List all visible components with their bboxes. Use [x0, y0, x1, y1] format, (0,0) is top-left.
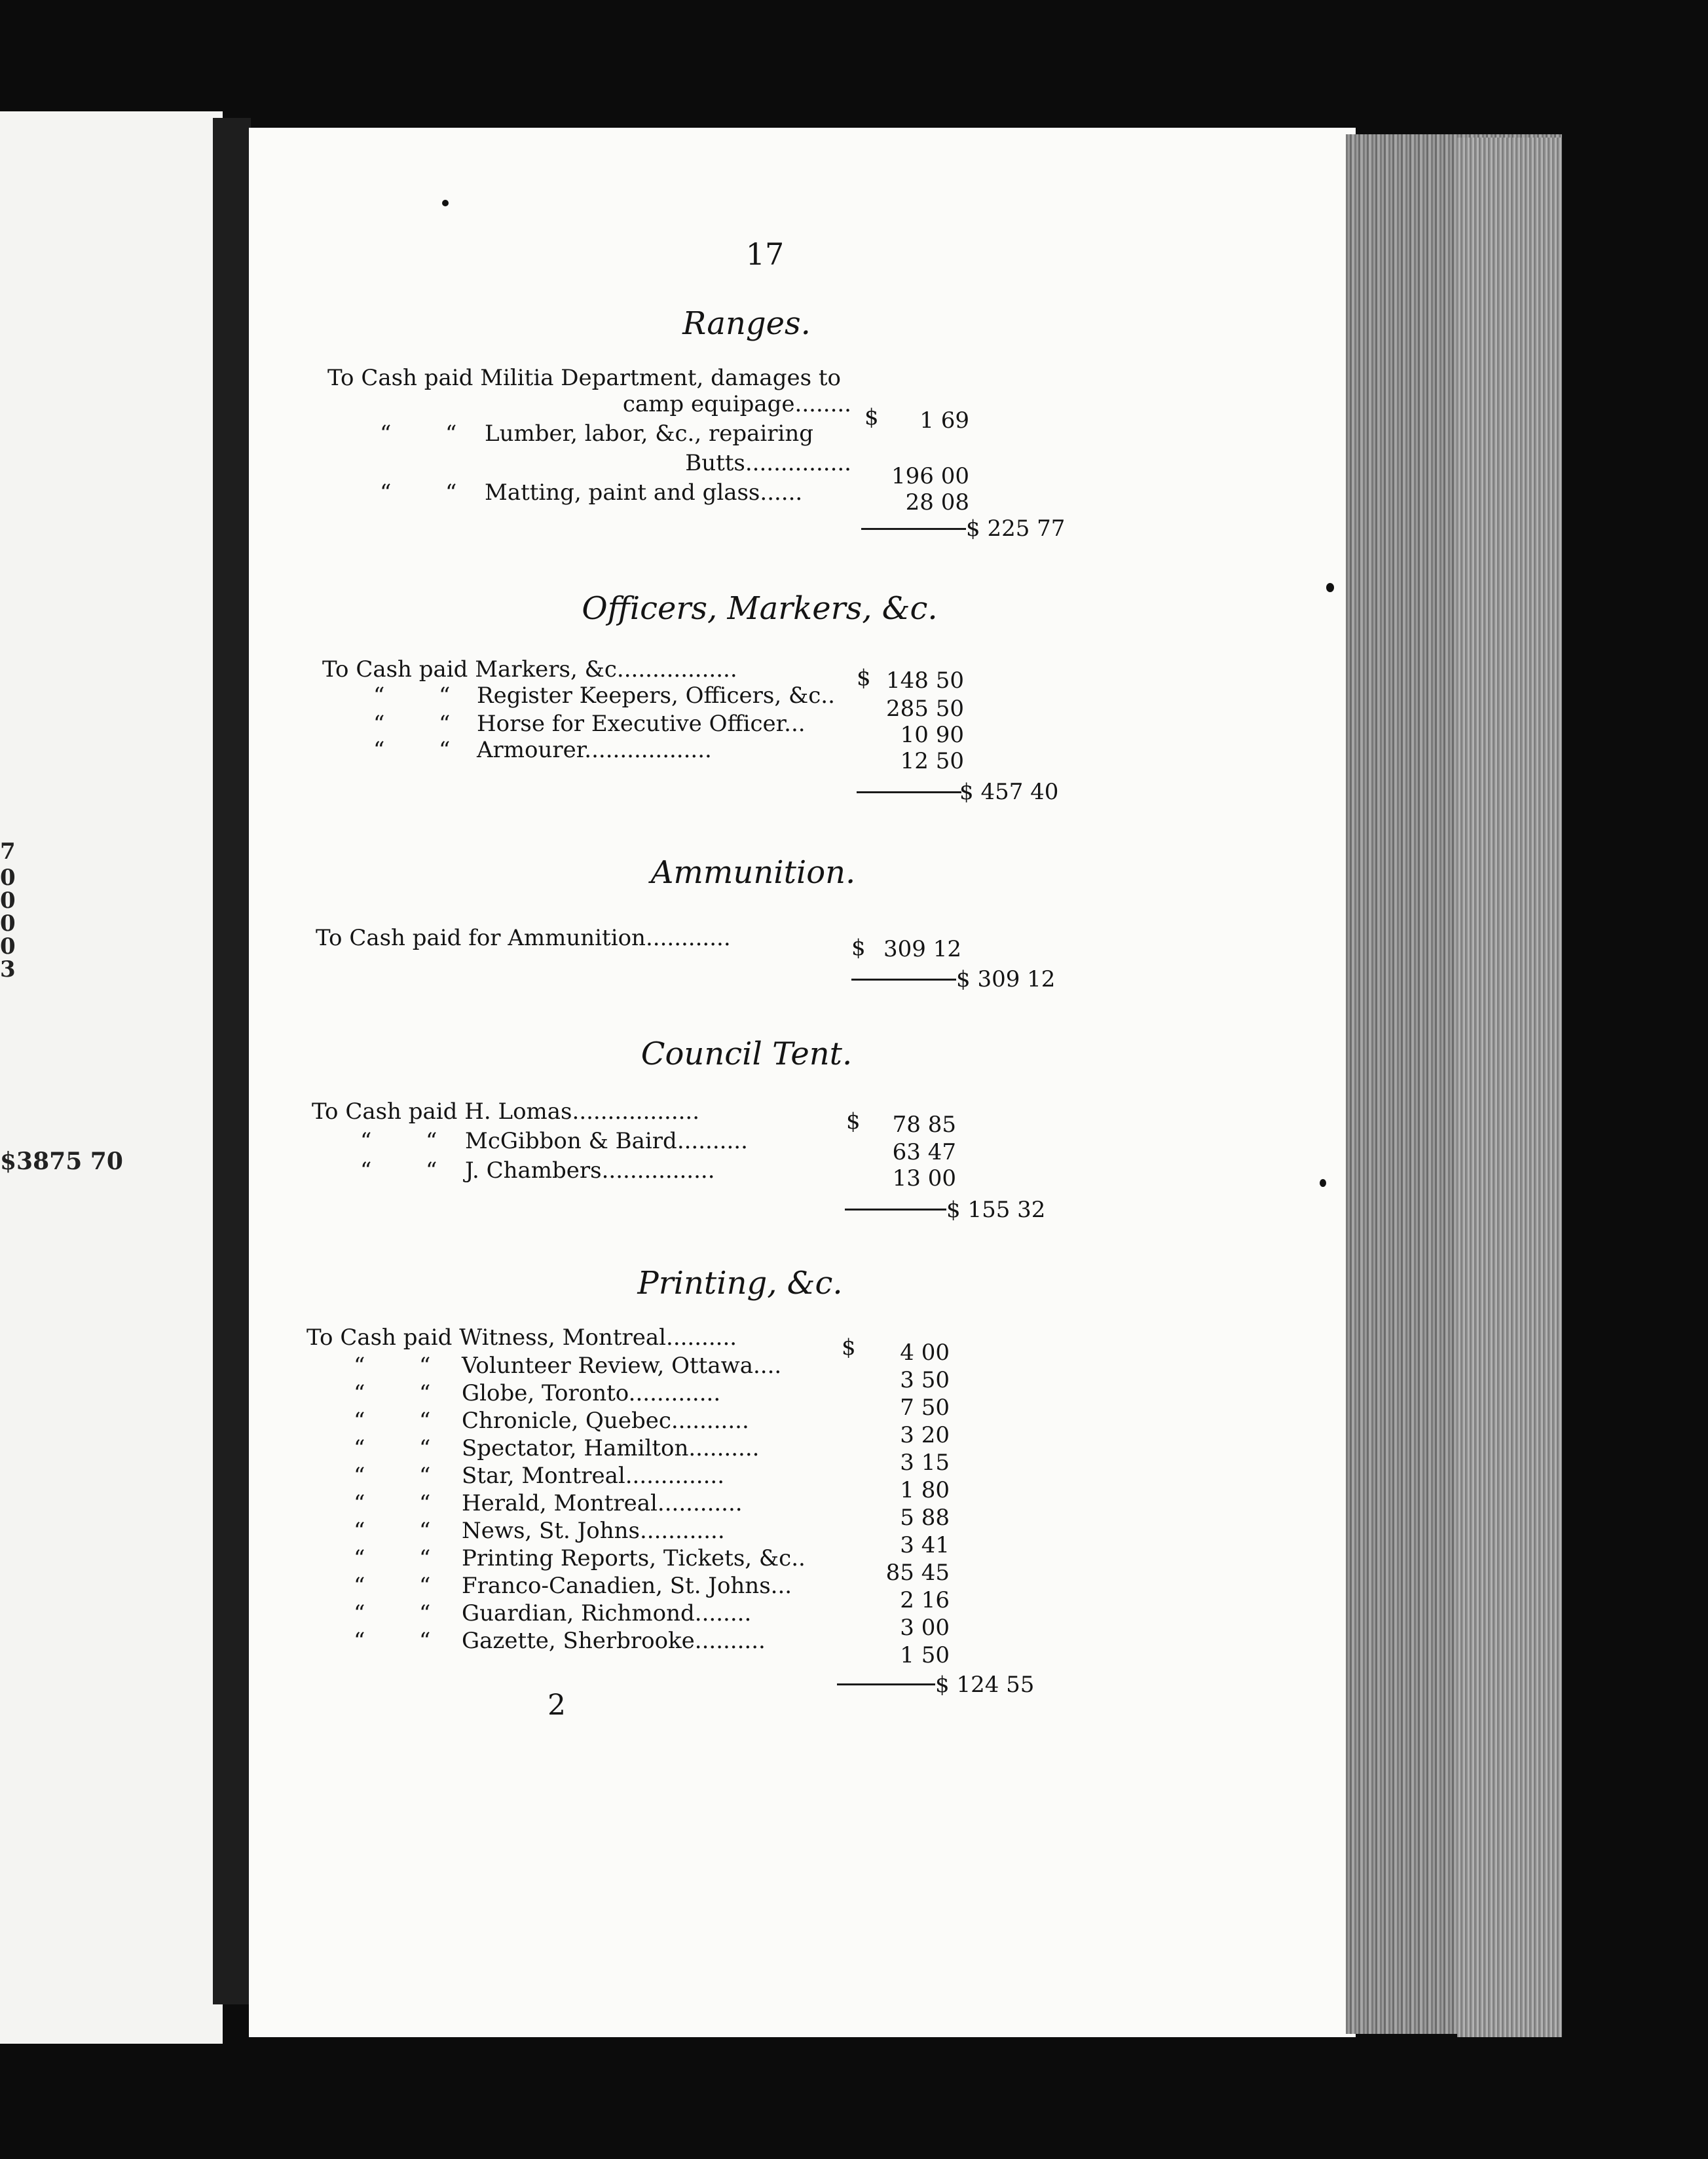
section-total: $ 225 77: [966, 516, 1066, 542]
entry-text: J. Chambers................: [465, 1157, 715, 1184]
left-page-mark: 0: [0, 888, 16, 914]
entry-text: To Cash paid H. Lomas..................: [312, 1098, 700, 1125]
entry-amount: 3 41: [900, 1532, 950, 1558]
ditto-mark: “: [419, 1408, 431, 1434]
dollar-sign: $: [857, 665, 871, 691]
ditto-mark: “: [419, 1518, 431, 1544]
ditto-mark: “: [354, 1435, 365, 1461]
ditto-mark: “: [354, 1518, 365, 1544]
ditto-mark: “: [419, 1628, 431, 1654]
entry-amount: 78 85: [892, 1112, 956, 1138]
entry-text: McGibbon & Baird..........: [465, 1128, 748, 1154]
entry-amount: 63 47: [892, 1139, 956, 1165]
entry-amount: 3 50: [900, 1367, 950, 1393]
left-page-mark: 7: [0, 838, 16, 865]
entry-amount: 12 50: [900, 748, 964, 774]
ditto-mark: “: [426, 1157, 437, 1184]
page-number: 17: [745, 236, 785, 272]
section-heading-ranges: Ranges.: [682, 305, 811, 342]
ditto-mark: “: [360, 1157, 372, 1184]
ditto-mark: “: [354, 1490, 365, 1516]
ditto-mark: “: [419, 1463, 431, 1489]
entry-text: camp equipage........: [622, 391, 851, 417]
ditto-mark: “: [373, 737, 385, 763]
entry-text: Register Keepers, Officers, &c..: [477, 683, 835, 709]
entry-amount: 13 00: [892, 1165, 956, 1192]
ditto-mark: “: [419, 1353, 431, 1379]
section-total: $ 309 12: [956, 966, 1056, 992]
ditto-mark: “: [419, 1600, 431, 1626]
entry-text: Herald, Montreal............: [462, 1490, 743, 1516]
entry-amount: 5 88: [900, 1505, 950, 1531]
ditto-mark: “: [354, 1408, 365, 1434]
ditto-mark: “: [445, 421, 457, 447]
total-rule: [861, 528, 966, 530]
entry-text: Gazette, Sherbrooke..........: [462, 1628, 766, 1654]
entry-text: Lumber, labor, &c., repairing: [485, 421, 814, 447]
ditto-mark: “: [426, 1128, 437, 1154]
left-page-mark: 0: [0, 933, 16, 960]
entry-amount: 196 00: [891, 463, 969, 489]
entry-amount: 3 00: [900, 1615, 950, 1641]
ditto-mark: “: [380, 421, 392, 447]
ditto-mark: “: [439, 711, 451, 737]
entry-amount: 1 69: [919, 407, 969, 434]
ditto-mark: “: [419, 1435, 431, 1461]
signature-mark: 2: [548, 1689, 566, 1722]
section-heading-council-tent: Council Tent.: [640, 1036, 853, 1072]
ink-speck: [1326, 583, 1334, 592]
entry-text: Guardian, Richmond........: [462, 1600, 752, 1626]
entry-text: Chronicle, Quebec...........: [462, 1408, 749, 1434]
ditto-mark: “: [439, 737, 451, 763]
entry-text: To Cash paid Witness, Montreal..........: [306, 1324, 737, 1351]
section-total: $ 457 40: [959, 779, 1059, 805]
entry-text: To Cash paid Markers, &c.................: [322, 656, 737, 683]
ditto-mark: “: [380, 479, 392, 506]
entry-amount: 3 15: [900, 1450, 950, 1476]
ditto-mark: “: [354, 1600, 365, 1626]
entry-text: Franco-Canadien, St. Johns...: [462, 1573, 792, 1599]
total-rule: [837, 1683, 935, 1685]
ditto-mark: “: [419, 1573, 431, 1599]
ditto-mark: “: [373, 683, 385, 709]
ditto-mark: “: [354, 1380, 365, 1406]
ink-speck: [1320, 1179, 1326, 1187]
entry-text: Butts...............: [685, 450, 851, 476]
entry-text: Globe, Toronto.............: [462, 1380, 721, 1406]
ditto-mark: “: [354, 1573, 365, 1599]
entry-text: Printing Reports, Tickets, &c..: [462, 1545, 806, 1571]
section-heading-printing: Printing, &c.: [637, 1265, 843, 1302]
total-rule: [845, 1209, 946, 1211]
ditto-mark: “: [419, 1380, 431, 1406]
entry-text: Horse for Executive Officer...: [477, 711, 806, 737]
section-total: $ 155 32: [946, 1197, 1046, 1223]
ditto-mark: “: [354, 1545, 365, 1571]
entry-amount: 148 50: [886, 667, 964, 694]
entry-text: News, St. Johns............: [462, 1518, 725, 1544]
section-total: $ 124 55: [935, 1672, 1035, 1698]
dollar-sign: $: [864, 404, 879, 430]
section-heading-ammunition: Ammunition.: [650, 854, 856, 891]
entry-text: To Cash paid for Ammunition............: [316, 925, 731, 951]
book-gutter: [213, 118, 251, 2004]
entry-amount: 10 90: [900, 722, 964, 748]
dollar-sign: $: [851, 935, 866, 961]
ditto-mark: “: [360, 1128, 372, 1154]
dollar-sign: $: [842, 1334, 856, 1361]
entry-text: Matting, paint and glass......: [485, 479, 803, 506]
ditto-mark: “: [373, 711, 385, 737]
entry-text: To Cash paid Militia Department, damages to: [327, 365, 841, 391]
left-page-mark: 0: [0, 865, 16, 891]
entry-amount: 309 12: [883, 936, 961, 962]
left-page-mark: 3: [0, 956, 16, 983]
entry-amount: 285 50: [886, 696, 964, 722]
ditto-mark: “: [439, 683, 451, 709]
left-page-total: $3875 70: [0, 1148, 123, 1175]
entry-amount: 85 45: [885, 1560, 950, 1586]
entry-amount: 1 80: [900, 1477, 950, 1503]
left-page: [0, 111, 223, 2044]
total-rule: [857, 791, 961, 793]
entry-text: Armourer..................: [477, 737, 712, 763]
ditto-mark: “: [354, 1463, 365, 1489]
entry-amount: 28 08: [905, 489, 969, 516]
entry-text: Star, Montreal..............: [462, 1463, 725, 1489]
ditto-mark: “: [354, 1353, 365, 1379]
entry-amount: 1 50: [900, 1642, 950, 1668]
ditto-mark: “: [354, 1628, 365, 1654]
entry-amount: 4 00: [900, 1340, 950, 1366]
entry-amount: 3 20: [900, 1422, 950, 1448]
ditto-mark: “: [445, 479, 457, 506]
page-edges-inner: [1457, 138, 1562, 2037]
dollar-sign: $: [846, 1108, 861, 1135]
ink-speck: [442, 200, 449, 206]
left-page-mark: 0: [0, 911, 16, 937]
entry-text: Spectator, Hamilton..........: [462, 1435, 760, 1461]
total-rule: [851, 979, 956, 981]
ditto-mark: “: [419, 1545, 431, 1571]
entry-text: Volunteer Review, Ottawa....: [462, 1353, 782, 1379]
entry-amount: 2 16: [900, 1587, 950, 1613]
entry-amount: 7 50: [900, 1395, 950, 1421]
ditto-mark: “: [419, 1490, 431, 1516]
section-heading-officers: Officers, Markers, &c.: [582, 590, 938, 627]
